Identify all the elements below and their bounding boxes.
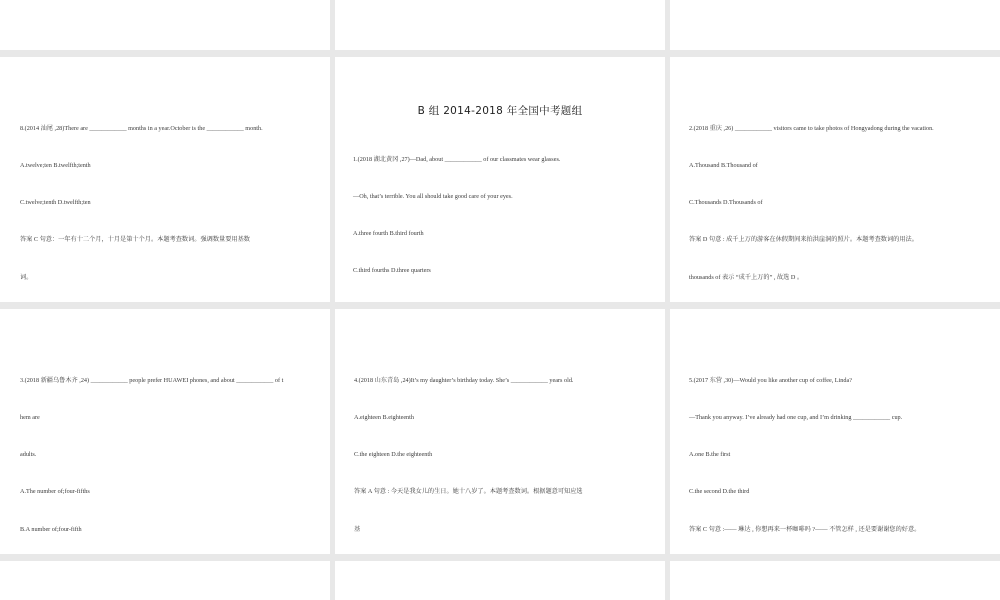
option-line: A.The number of;four-fifths [20,488,90,496]
page-thumbnail-4[interactable] [0,57,330,302]
page-8-text [354,350,596,554]
page-thumbnail-10[interactable] [0,561,330,600]
page-thumbnail-1[interactable] [0,0,330,50]
page-7-text [20,350,283,554]
page-thumbnail-12[interactable] [670,561,1000,600]
page-thumbnail-6[interactable] [670,57,1000,302]
option-line: A.twelve;ten B.twelfth;tenth [20,162,91,170]
answer-line: 答案 C 句意 :—— 琳达 , 你想再来一杯咖啡吗 ?—— 不管怎样 , 还是要谢谢您的好意。 [689,525,921,533]
answer-line: 答案 D 句意 : 成千上万的游客在休假期间来拍洪崖洞的照片。本题考查数词的用法。 [689,236,918,244]
option-line: A.three fourth B.third fourth [353,230,424,238]
answer-line: 词。 [20,273,33,281]
question-line: 4.(2018 山东青岛 ,24)It’s my daughter’s birthday today. She’s ____________ years old. [354,376,574,384]
section-title: B 组 2014-2018 年全国中考题组 [417,105,583,117]
page-thumbnail-8[interactable] [335,309,665,554]
option-line: A.Thousand B.Thousand of [689,162,758,170]
page-4-text [20,98,282,302]
page-thumbnail-11[interactable] [335,561,665,600]
answer-line: 答案 C 句意：一年有十二个月，十月是第十个月。本题考查数词。强调数量要用基数 [20,236,250,244]
page-thumbnail-9[interactable] [670,309,1000,554]
question-line: 1.(2018 湖北黄冈 ,27)—Dad, about ____________ of our classmates wear glasses. [353,155,561,163]
option-line: C.third fourths D.three quarters [353,267,431,275]
answer-line: thousands of 表示 “成千上万的” , 故选 D 。 [689,273,804,281]
question-line: adults. [20,451,37,459]
question-line: 3.(2018 新疆乌鲁木齐 ,24) ____________ people prefer HUAWEI phones, and about ____________ of t [20,376,284,384]
question-line: 5.(2017 东营 ,30)—Would you like another cup of coffee, Linda? [689,376,852,384]
page-thumbnail-2[interactable] [335,0,665,50]
question-line: 8.(2014 汕尾 ,28)There are ____________ months in a year.October is the ____________ month. [20,124,263,132]
page-thumbnail-7[interactable] [0,309,330,554]
option-line: C.twelve;tenth D.twelfth;ten [20,199,91,207]
option-line: A.eighteen B.eighteenth [354,414,414,422]
option-line: C.the eighteen D.the eighteenth [354,451,433,459]
question-line: —Oh, that’s terrible. You all should take good care of your eyes. [353,193,513,201]
option-line: C.the second D.the third [689,488,750,496]
option-line: A.one B.the first [689,451,731,459]
page-5-text [353,129,614,302]
answer-line: 答案 A 句意 : 今天是我女儿的生日。她十八岁了。本题考查数词。根据题意可知应选 [354,488,583,496]
question-line: hem are [20,414,40,422]
page-9-text [689,350,939,554]
option-line: C.Thousands D.Thousands of [689,199,763,207]
question-line: —Thank you anyway. I’ve already had one cup, and I’m drinking ____________ cup. [689,414,903,422]
option-line: B.A number of;four-fifth [20,525,82,533]
question-line: 2.(2018 重庆 ,26) ____________ visitors came to take photos of Hongyadong during the vacation. [689,124,934,132]
page-6-text [689,98,934,302]
answer-line: 基 [354,525,361,533]
page-thumbnail-3[interactable] [670,0,1000,50]
page-thumbnail-5[interactable] [335,57,665,302]
